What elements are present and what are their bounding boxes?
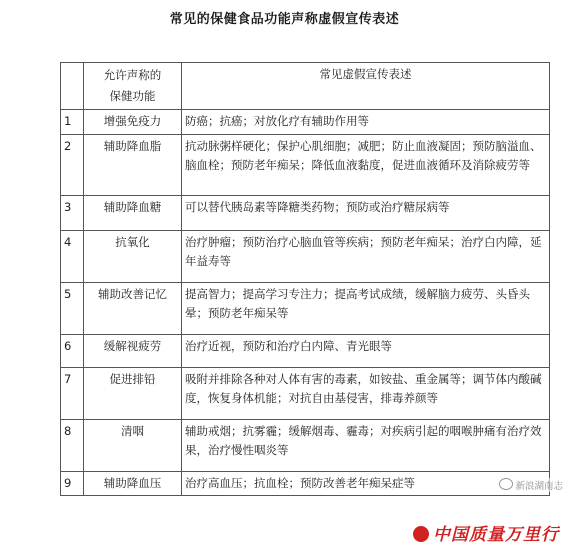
- row-claim: 提高智力；提高学习专注力；提高考试成绩，缓解脑力疲劳、头昏头晕；预防老年痴呆等: [182, 283, 550, 335]
- logo-mark-icon: [413, 526, 429, 542]
- row-claim: 抗动脉粥样硬化；保护心肌细胞；减肥；防止血液凝固；预防脑溢血、脑血栓；预防老年痴呆；降低血液黏度，促进血液循环及消除疲劳等: [182, 135, 550, 196]
- row-number: 5: [61, 283, 84, 335]
- row-function: 缓解视疲劳: [84, 335, 182, 368]
- row-claim: 治疗近视，预防和治疗白内障、青光眼等: [182, 335, 550, 368]
- header-function-line1: 允许声称的: [103, 68, 162, 82]
- row-number: 2: [61, 135, 84, 196]
- row-function: 辅助降血脂: [84, 135, 182, 196]
- table-title: 常见的保健食品功能声称虚假宣传表述: [169, 12, 400, 27]
- row-claim: 可以替代胰岛素等降糖类药物；预防或治疗糖尿病等: [182, 196, 550, 231]
- header-function: [84, 63, 182, 110]
- row-claim: 吸附并排除各种对人体有害的毒素，如铵盐、重金属等；调节体内酸碱度，恢复身体机能；对抗自由基侵害，排毒养颜等: [182, 368, 550, 420]
- row-claim: 辅助戒烟；抗雾霾；缓解烟毒、霾毒；对疾病引起的咽喉肿痛有治疗效果，治疗慢性咽炎等: [182, 420, 550, 472]
- header-number: [61, 63, 84, 110]
- row-function: 辅助降血糖: [84, 196, 182, 231]
- row-function: 促进排铅: [84, 368, 182, 420]
- header-claims: 常见虚假宣传表述: [182, 63, 550, 110]
- row-number: 7: [61, 368, 84, 420]
- row-function: 辅助改善记忆: [84, 283, 182, 335]
- row-number: 9: [61, 472, 84, 496]
- watermark: [499, 478, 563, 492]
- row-number: 8: [61, 420, 84, 472]
- table-row: [61, 368, 550, 420]
- row-function: 辅助降血压: [84, 472, 182, 496]
- watermark-text: 新浪湖南志: [515, 481, 563, 492]
- table-row: [61, 110, 550, 135]
- table-row: [61, 231, 550, 283]
- row-claim: 防癌；抗癌；对放化疗有辅助作用等: [182, 110, 550, 135]
- row-number: 1: [61, 110, 84, 135]
- table-row: [61, 472, 550, 496]
- publisher-logo: [411, 520, 561, 545]
- row-number: 3: [61, 196, 84, 231]
- table-header-row: [61, 63, 550, 110]
- table-row: [61, 196, 550, 231]
- table-row: [61, 135, 550, 196]
- row-function: 增强免疫力: [84, 110, 182, 135]
- row-claim: 治疗高血压；抗血栓；预防改善老年痴呆症等: [182, 472, 550, 496]
- row-claim: 治疗肿瘤；预防治疗心脑血管等疾病；预防老年痴呆；治疗白内障，延年益寿等: [182, 231, 550, 283]
- claims-table: [60, 62, 550, 496]
- table-row: [61, 335, 550, 368]
- row-function: 抗氧化: [84, 231, 182, 283]
- row-function: 清咽: [84, 420, 182, 472]
- row-number: 4: [61, 231, 84, 283]
- logo-text: 中国质量万里行: [433, 525, 559, 545]
- table-row: [61, 283, 550, 335]
- wechat-icon: [499, 478, 513, 490]
- row-number: 6: [61, 335, 84, 368]
- header-function-line2: 保健功能: [109, 89, 156, 103]
- table-row: [61, 420, 550, 472]
